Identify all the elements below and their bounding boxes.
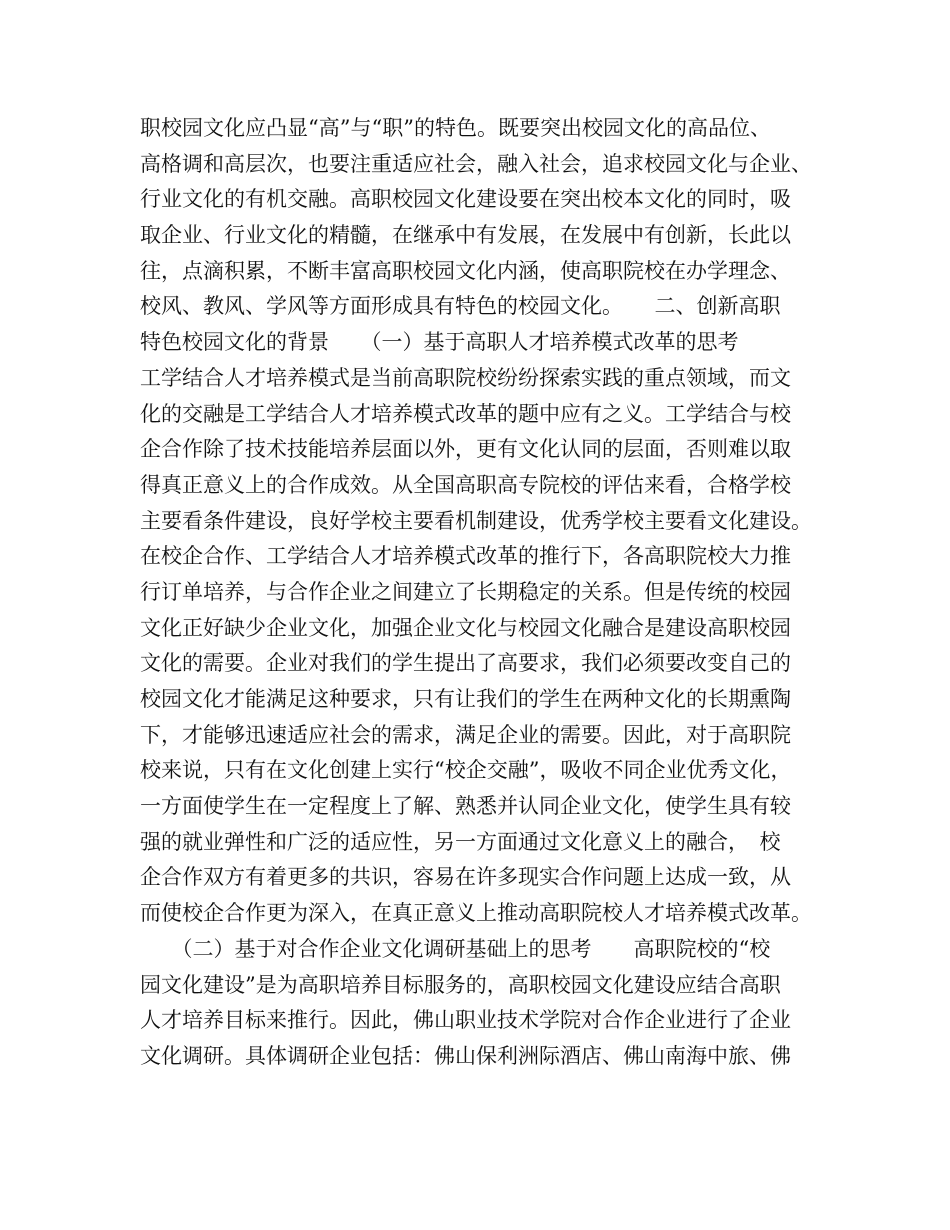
- text-line: 校园文化才能满足这种要求，只有让我们的学生在两种文化的长期熏陶: [140, 687, 791, 711]
- text-line: 强的就业弹性和广泛的适应性，另一方面通过文化意义上的融合， 校: [140, 829, 781, 854]
- text-line: 化的交融是工学结合人才培养模式改革的题中应有之义。工学结合与校: [140, 401, 791, 426]
- text-line: 人才培养目标来推行。因此，佛山职业技术学院对合作企业进行了企业: [140, 1008, 791, 1033]
- text-line: 在校企合作、工学结合人才培养模式改革的推行下，各高职院校大力推: [140, 544, 791, 569]
- text-line: （二）基于对合作企业文化调研基础上的思考 高职院校的“校: [140, 936, 771, 961]
- text-line: 文化正好缺少企业文化，加强企业文化与校园文化融合是建设高职校园: [140, 615, 791, 640]
- text-line: 主要看条件建设，良好学校主要看机制建设，优秀学校主要看文化建设。: [140, 508, 812, 533]
- text-line: 特色校园文化的背景 （一）基于高职人才培养模式改革的思考: [140, 330, 739, 355]
- text-line: 一方面使学生在一定程度上了解、熟悉并认同企业文化，使学生具有较: [140, 794, 791, 819]
- text-line: 企合作双方有着更多的共识，容易在许多现实合作问题上达成一致，从: [140, 865, 791, 890]
- text-line: 企合作除了技术技能培养层面以外，更有文化认同的层面，否则难以取: [140, 437, 791, 462]
- text-line: 行订单培养，与合作企业之间建立了长期稳定的关系。但是传统的校园: [140, 579, 791, 604]
- text-line: 工学结合人才培养模式是当前高职院校纷纷探索实践的重点领域，而文: [140, 365, 791, 390]
- text-line: 高格调和高层次，也要注重适应社会，融入社会，追求校园文化与企业、: [140, 151, 812, 176]
- text-line: 得真正意义上的合作成效。从全国高职高专院校的评估来看，合格学校: [140, 472, 791, 497]
- text-line: 文化调研。具体调研企业包括：佛山保利洲际酒店、佛山南海中旅、佛: [140, 1043, 791, 1068]
- text-line: 文化的需要。企业对我们的学生提出了高要求，我们必须要改变自己的: [140, 651, 791, 676]
- text-line: 取企业、行业文化的精髓，在继承中有发展，在发展中有创新，长此以: [140, 223, 791, 248]
- text-line: 校风、教风、学风等方面形成具有特色的校园文化。 二、创新高职: [140, 294, 781, 319]
- text-line: 而使校企合作更为深入，在真正意义上推动高职院校人才培养模式改革。: [140, 901, 812, 926]
- text-line: 行业文化的有机交融。高职校园文化建设要在突出校本文化的同时，吸: [140, 187, 791, 212]
- text-line: 往，点滴积累，不断丰富高职校园文化内涵，使高职院校在办学理念、: [140, 258, 791, 283]
- body-text: [140, 111, 830, 1075]
- text-line: 下，才能够迅速适应社会的需求，满足企业的需要。因此，对于高职院: [140, 722, 791, 747]
- text-line: 校来说，只有在文化创建上实行“校企交融”，吸收不同企业优秀文化，: [140, 758, 792, 783]
- text-line: 职校园文化应凸显“高”与“职”的特色。既要突出校园文化的高品位、: [140, 116, 771, 140]
- text-line: 园文化建设”是为高职培养目标服务的，高职校园文化建设应结合高职: [140, 972, 781, 997]
